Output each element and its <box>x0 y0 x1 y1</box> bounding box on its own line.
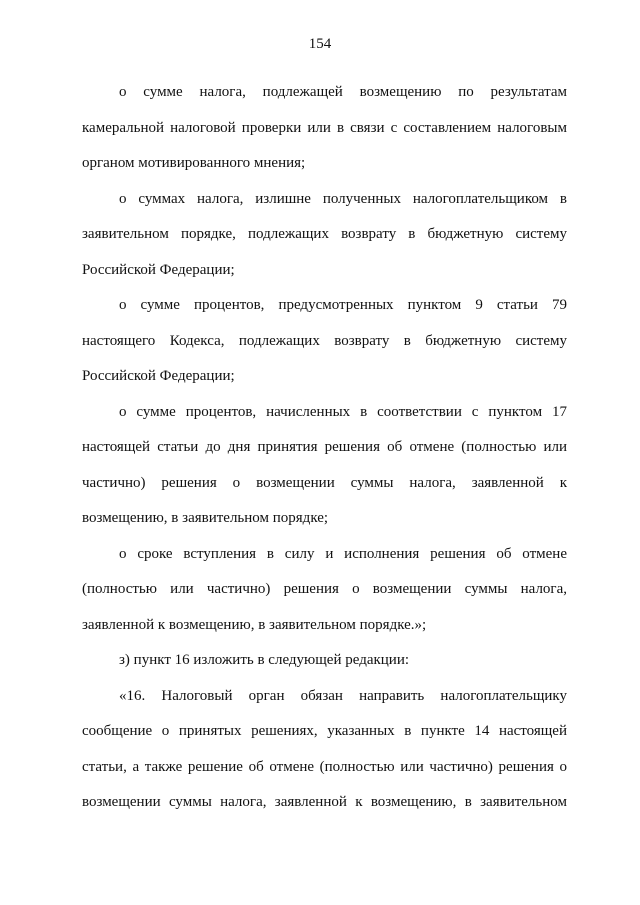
paragraph-point-16-text: «16. Налоговый орган обязан направить налогоплательщику сообщение о принятых решениях, указанных в пункте 14 настоящей статьи, а также решение об отмене (полностью или частично) решения о возмещении суммы налога, заявленной к возмещению, в заявительном <box>82 687 567 810</box>
paragraph-effective-date: о сроке вступления в силу и исполнения решения об отмене (полностью или частично) решения о возмещении суммы налога, заявленной к возмещению, в заявительном порядке.»; <box>82 545 567 633</box>
paragraph-tax-refund-amount: о сумме налога, подлежащей возмещению по результатам камеральной налоговой проверки или в связи с составлением налоговым органом мотивированного мнения; <box>82 84 567 171</box>
paragraph-interest-article-79: о сумме процентов, предусмотренных пунктом 9 статьи 79 настоящего Кодекса, подлежащих возврату в бюджетную систему Российской Федерации; <box>82 297 567 384</box>
page-number: 154 <box>308 36 332 52</box>
paragraph-point-16-amendment: з) пункт 16 изложить в следующей редакции: <box>119 652 410 668</box>
document-body <box>82 75 567 821</box>
paragraph-overpaid-tax: о суммах налога, излишне полученных налогоплательщиком в заявительном порядке, подлежащих возврату в бюджетную систему Российской Федерации; <box>82 190 567 278</box>
paragraph-interest-point-17: о сумме процентов, начисленных в соответствии с пунктом 17 настоящей статьи до дня принятия решения об отмене (полностью или частично) решения о возмещении суммы налога, заявленной к возмещению, в заявительном порядке; <box>82 403 567 526</box>
